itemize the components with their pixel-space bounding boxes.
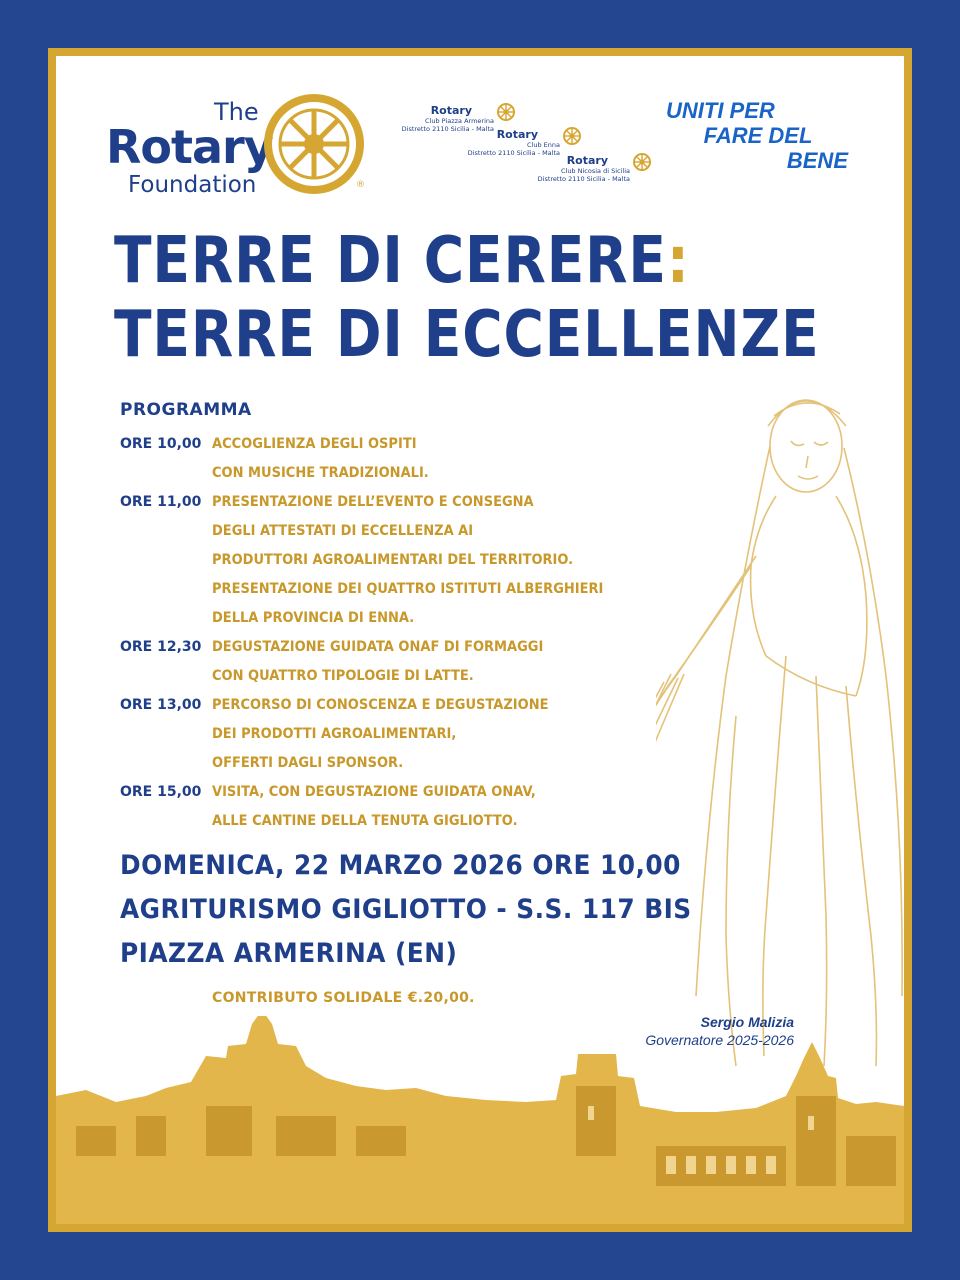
programme-line: DEI PRODOTTI AGROALIMENTARI, (212, 726, 457, 742)
programme-list (120, 430, 680, 836)
programme-line: CON QUATTRO TIPOLOGIE DI LATTE. (212, 668, 474, 684)
programme-line: ACCOGLIENZA DEGLI OSPITI (212, 436, 417, 452)
programme-line: OFFERTI DAGLI SPONSOR. (212, 755, 404, 771)
programme-line: DEGUSTAZIONE GUIDATA ONAF DI FORMAGGI (212, 639, 544, 655)
event-details (120, 844, 760, 976)
club-rotary-name: Rotary (566, 154, 608, 167)
programme-line: PRODUTTORI AGROALIMENTARI DEL TERRITORIO. (212, 552, 574, 568)
foundation-rotary-text: Rotary (106, 120, 273, 174)
programme-line: PERCORSO DI CONOSCENZA E DEGUSTAZIONE (212, 697, 549, 713)
programme-heading: PROGRAMMA (120, 400, 252, 420)
club-name: Club Enna (527, 141, 560, 149)
event-venue: AGRITURISMO GIGLIOTTO - S.S. 117 BIS (120, 894, 692, 925)
programme-time: ORE 11,00 (120, 494, 202, 510)
poster (56, 56, 904, 1224)
contribution-note: CONTRIBUTO SOLIDALE €.20,00. (212, 990, 475, 1006)
programme-item (120, 778, 680, 836)
programme-time: ORE 10,00 (120, 436, 202, 452)
club-district: Distretto 2110 Sicilia - Malta (467, 149, 560, 157)
slogan-line: BENE (786, 148, 848, 173)
foundation-the-text: The (214, 98, 259, 126)
rotary-wheel-small-icon (496, 102, 516, 122)
programme-item (120, 430, 680, 488)
club-name: Club Piazza Armerina (424, 117, 494, 125)
governor-name: Sergio Malizia (700, 1014, 794, 1030)
club-name: Club Nicosia di Sicilia (560, 167, 630, 175)
club-district: Distretto 2110 Sicilia - Malta (537, 175, 630, 183)
programme-line: PRESENTAZIONE DELL’EVENTO E CONSEGNA (212, 494, 534, 510)
slogan-line: UNITI PER (666, 98, 775, 123)
rotary-wheel-small-icon (562, 126, 582, 146)
programme-line: PRESENTAZIONE DEI QUATTRO ISTITUTI ALBERGHIERI (212, 581, 604, 597)
programme-time: ORE 12,30 (120, 639, 202, 655)
rotary-wheel-icon (264, 94, 364, 194)
title-colon: : (666, 224, 690, 298)
slogan-line: FARE DEL (703, 123, 813, 148)
title-line-2 (114, 298, 820, 372)
programme-line: CON MUSICHE TRADIZIONALI. (212, 465, 429, 481)
club-district: Distretto 2110 Sicilia - Malta (401, 125, 494, 133)
programme-line: DEGLI ATTESTATI DI ECCELLENZA AI (212, 523, 474, 539)
foundation-word: Foundation (128, 172, 257, 198)
programme-time: ORE 13,00 (120, 697, 202, 713)
programme-item (120, 691, 680, 778)
title-text-1: TERRE DI CERERE (114, 224, 667, 298)
programme-item (120, 488, 680, 633)
programme-item (120, 633, 680, 691)
title-text-2: TERRE DI ECCELLENZE (114, 298, 820, 372)
event-date: DOMENICA, 22 MARZO 2026 ORE 10,00 (120, 850, 681, 881)
slogan (648, 98, 868, 173)
governor-role: Governatore 2025-2026 (645, 1032, 794, 1048)
club-rotary-name: Rotary (430, 104, 472, 117)
club-rotary-name: Rotary (496, 128, 538, 141)
programme-line: VISITA, CON DEGUSTAZIONE GUIDATA ONAV, (212, 784, 536, 800)
programme-line: ALLE CANTINE DELLA TENUTA GIGLIOTTO. (212, 813, 518, 829)
event-city: PIAZZA ARMERINA (EN) (120, 938, 458, 969)
programme-line: DELLA PROVINCIA DI ENNA. (212, 610, 415, 626)
programme-time: ORE 15,00 (120, 784, 202, 800)
registered-mark: ® (356, 180, 365, 190)
title-line-1 (114, 224, 750, 298)
club-logo-nicosia (516, 154, 630, 183)
club-logo-enna (448, 128, 560, 157)
